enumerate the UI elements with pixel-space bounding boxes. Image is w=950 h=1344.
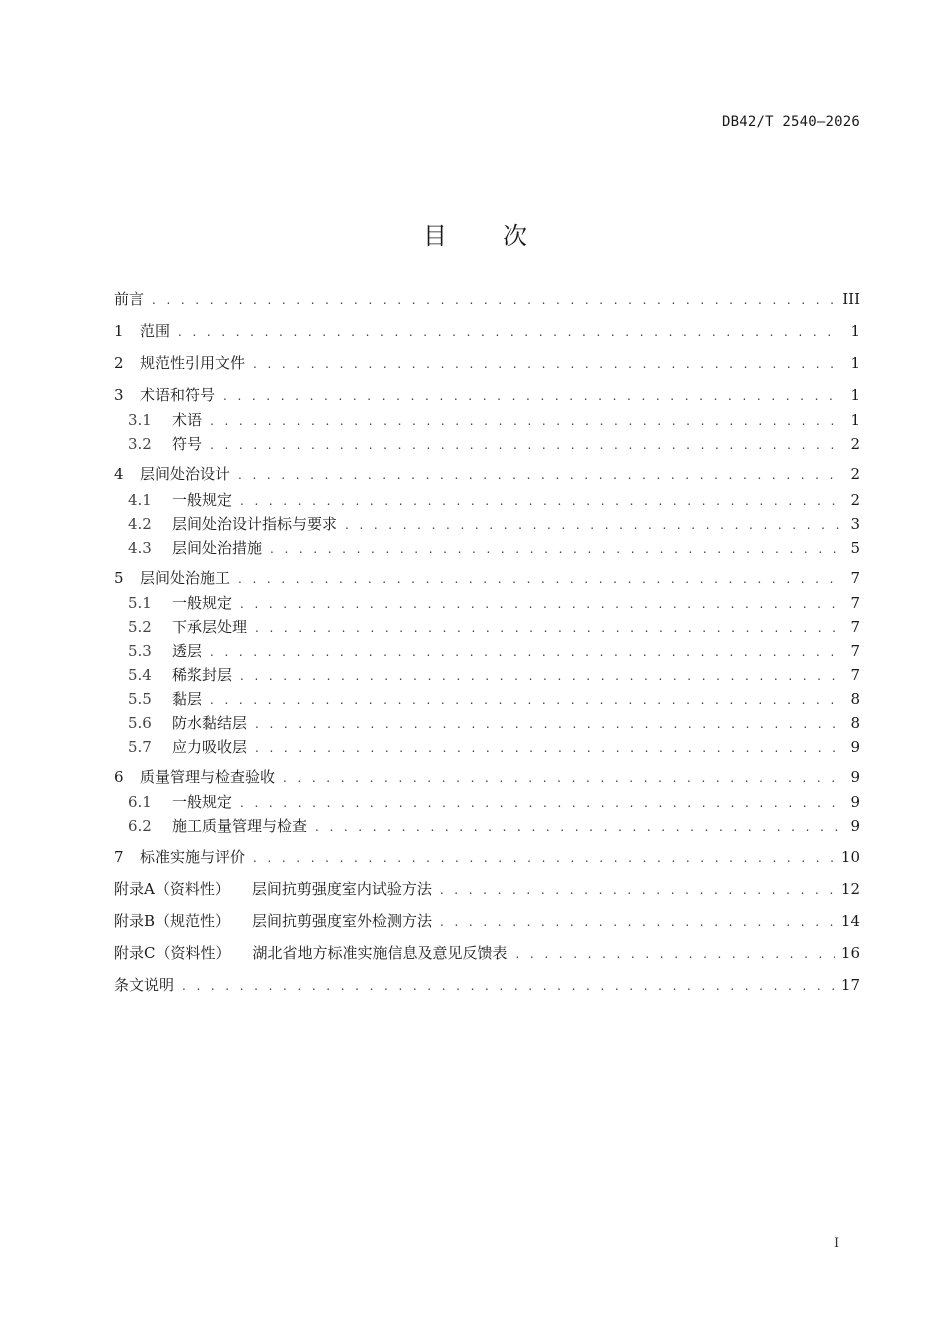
toc-entry[interactable] <box>114 878 860 900</box>
toc-dot-leader <box>210 434 840 456</box>
toc-entry-label: 一般规定 <box>172 491 233 509</box>
toc-dot-leader <box>345 514 840 536</box>
toc-entry-page-number: 9 <box>850 817 860 835</box>
toc-dot-leader <box>152 289 836 311</box>
toc-entry[interactable] <box>128 712 860 734</box>
toc-dot-leader <box>255 737 840 759</box>
toc-dot-leader <box>182 975 835 997</box>
toc-dot-leader <box>253 847 835 869</box>
footer-page-number: I <box>834 1236 840 1251</box>
toc-entry-label: 条文说明 <box>114 976 175 994</box>
toc-entry[interactable] <box>128 616 860 638</box>
toc-entry-label: 层间处治设计 <box>140 465 231 483</box>
toc-entry-label: 层间抗剪强度室外检测方法 <box>252 912 433 930</box>
toc-entry-label: 范围 <box>140 322 171 340</box>
toc-entry-label: 层间抗剪强度室内试验方法 <box>251 880 432 898</box>
toc-entry-number: 3.2 <box>128 435 152 453</box>
toc-entry[interactable] <box>128 513 860 535</box>
toc-entry-page-number: 16 <box>840 944 860 962</box>
page-title-part1: 目 <box>423 222 447 251</box>
toc-dot-leader <box>240 665 840 687</box>
toc-entry[interactable] <box>128 791 860 813</box>
toc-dot-leader <box>440 911 835 933</box>
toc-entry[interactable] <box>128 688 860 710</box>
toc-entry-number: 4.1 <box>128 491 152 509</box>
toc-entry-label: 标准实施与评价 <box>140 848 246 866</box>
toc-entry-page-number: 2 <box>850 491 860 509</box>
toc-dot-leader <box>255 713 840 735</box>
toc-entry-page-number: 9 <box>850 768 860 786</box>
toc-entry-page-number: 1 <box>850 411 860 429</box>
toc-entry[interactable] <box>114 288 860 310</box>
toc-dot-leader <box>240 490 840 512</box>
page-title-part2: 次 <box>503 222 527 251</box>
toc-entry[interactable] <box>114 567 860 589</box>
toc-entry[interactable] <box>114 766 860 788</box>
toc-entry-number: 5.4 <box>128 666 152 684</box>
standard-id: DB42/T 2540—2026 <box>721 114 860 130</box>
toc-entry-number: 3.1 <box>128 411 152 429</box>
toc-entry-page-number: 12 <box>840 880 860 898</box>
toc-entry[interactable] <box>114 942 860 964</box>
toc-dot-leader <box>178 321 840 343</box>
toc-dot-leader <box>210 641 840 663</box>
toc-dot-leader <box>240 792 840 814</box>
toc-entry-number: 5.6 <box>128 714 152 732</box>
toc-entry[interactable] <box>114 974 860 996</box>
toc-entry-label: 一般规定 <box>172 594 233 612</box>
toc-entry-page-number: 9 <box>850 738 860 756</box>
toc-dot-leader <box>516 943 835 965</box>
toc-dot-leader <box>240 593 840 615</box>
toc-entry-appendix-prefix: 附录A（资料性） <box>114 880 230 898</box>
toc-dot-leader <box>283 767 840 789</box>
toc-dot-leader <box>238 464 840 486</box>
toc-entry-page-number: 3 <box>850 515 860 533</box>
toc-dot-leader <box>210 410 840 432</box>
toc-entry-number: 3 <box>114 386 124 404</box>
toc-entry-label: 一般规定 <box>172 793 233 811</box>
toc-entry-page-number: 1 <box>850 386 860 404</box>
toc-entry-label: 透层 <box>172 642 203 660</box>
toc-entry-page-number: 1 <box>850 322 860 340</box>
toc-entry-number: 7 <box>114 848 124 866</box>
toc-entry-page-number: 7 <box>850 666 860 684</box>
toc-entry-label: 防水黏结层 <box>172 714 248 732</box>
toc-entry-number: 5 <box>114 569 124 587</box>
toc-entry-number: 5.3 <box>128 642 152 660</box>
toc-dot-leader <box>238 568 840 590</box>
toc-entry-number: 5.5 <box>128 690 152 708</box>
toc-entry-page-number: 2 <box>850 435 860 453</box>
toc-entry[interactable] <box>114 384 860 406</box>
toc-entry-label: 黏层 <box>172 690 203 708</box>
toc-entry-page-number: 9 <box>850 793 860 811</box>
toc-entry-page-number: 7 <box>850 618 860 636</box>
toc-entry[interactable] <box>128 640 860 662</box>
toc-entry-number: 4.3 <box>128 539 152 557</box>
toc-entry-number: 6.2 <box>128 817 152 835</box>
toc-entry-page-number: 10 <box>840 848 860 866</box>
toc-entry-number: 5.7 <box>128 738 152 756</box>
toc-entry-label: 层间处治施工 <box>140 569 231 587</box>
toc-entry-label: 湖北省地方标准实施信息及意见反馈表 <box>252 944 508 962</box>
toc-entry-number: 6 <box>114 768 124 786</box>
toc-entry[interactable] <box>128 664 860 686</box>
toc-dot-leader <box>253 353 840 375</box>
toc-entry[interactable] <box>114 463 860 485</box>
toc-entry-label: 符号 <box>172 435 203 453</box>
toc-entry-page-number: 5 <box>850 539 860 557</box>
toc-dot-leader <box>440 879 835 901</box>
toc-entry[interactable] <box>128 537 860 559</box>
toc-entry-page-number: 2 <box>850 465 860 483</box>
toc-entry-label: 应力吸收层 <box>172 738 248 756</box>
toc-entry-number: 5.1 <box>128 594 152 612</box>
toc-entry-page-number: 14 <box>840 912 860 930</box>
toc-entry-label: 层间处治设计指标与要求 <box>172 515 338 533</box>
toc-entry[interactable] <box>114 352 860 374</box>
toc-entry-label: 术语和符号 <box>140 386 216 404</box>
toc-entry-page-number: 1 <box>850 354 860 372</box>
toc-entry-page-number: 7 <box>850 642 860 660</box>
toc-entry[interactable] <box>114 846 860 868</box>
toc-entry-label: 术语 <box>172 411 203 429</box>
toc-entry-label: 质量管理与检查验收 <box>140 768 276 786</box>
toc-entry-label: 施工质量管理与检查 <box>172 817 308 835</box>
toc-entry[interactable] <box>128 409 860 431</box>
page-title <box>0 216 950 251</box>
toc-entry-label: 前言 <box>114 290 145 308</box>
toc-dot-leader <box>223 385 840 407</box>
toc-entry-appendix-prefix: 附录B（规范性） <box>114 912 231 930</box>
toc-entry-label: 层间处治措施 <box>172 539 263 557</box>
toc-entry-label: 下承层处理 <box>172 618 248 636</box>
toc-entry-label: 稀浆封层 <box>172 666 233 684</box>
toc-entry-number: 4.2 <box>128 515 152 533</box>
toc-entry-number: 1 <box>114 322 124 340</box>
toc-entry-number: 5.2 <box>128 618 152 636</box>
toc-dot-leader <box>270 538 840 560</box>
toc-entry-page-number: III <box>842 290 860 308</box>
toc-entry[interactable] <box>128 433 860 455</box>
toc-entry[interactable] <box>114 320 860 342</box>
toc-entry[interactable] <box>128 592 860 614</box>
toc-entry-appendix-prefix: 附录C（资料性） <box>114 944 231 962</box>
toc-entry[interactable] <box>128 815 860 837</box>
toc-entry-page-number: 7 <box>850 569 860 587</box>
toc-entry-page-number: 8 <box>850 690 860 708</box>
toc-entry-page-number: 7 <box>850 594 860 612</box>
toc-entry-number: 6.1 <box>128 793 152 811</box>
toc-entry-page-number: 17 <box>840 976 860 994</box>
toc-dot-leader <box>210 689 840 711</box>
toc-entry[interactable] <box>128 489 860 511</box>
toc-entry-label: 规范性引用文件 <box>140 354 246 372</box>
toc-entry[interactable] <box>114 910 860 932</box>
toc-dot-leader <box>315 816 840 838</box>
toc-entry-number: 2 <box>114 354 124 372</box>
toc-entry-page-number: 8 <box>850 714 860 732</box>
toc-entry[interactable] <box>128 736 860 758</box>
toc-dot-leader <box>255 617 840 639</box>
toc-entry-number: 4 <box>114 465 124 483</box>
